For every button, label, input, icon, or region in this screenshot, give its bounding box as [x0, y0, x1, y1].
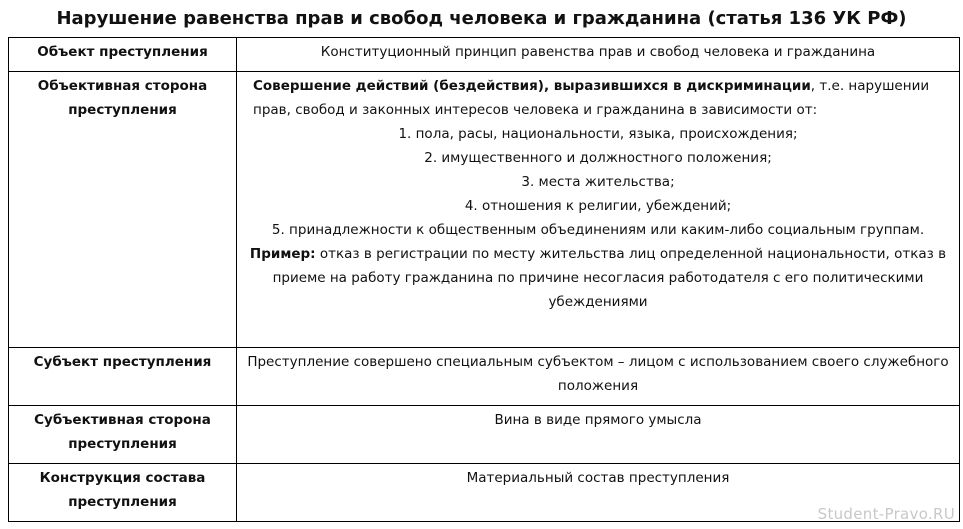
- watermark: Student-Pravo.RU: [817, 505, 955, 523]
- table-row: [9, 348, 960, 406]
- row-label-construction: Конструкция состава преступления: [9, 464, 237, 522]
- row-label-subject: Субъект преступления: [9, 348, 237, 406]
- intro-bold-text: Совершение действий (бездействия), выразившихся в дискриминации: [253, 78, 811, 94]
- intro-rest-text: , т.е. нарушении прав, свобод и законных интересов человека и гражданина в зависимости от:: [253, 78, 930, 118]
- list-item: 2. имущественного и должностного положения;: [424, 150, 772, 166]
- list-item: 1. пола, расы, национальности, языка, происхождения;: [398, 126, 798, 142]
- row-value-subjective-side: Вина в виде прямого умысла: [237, 406, 960, 464]
- example-label: Пример:: [249, 246, 316, 262]
- table-row: [9, 406, 960, 464]
- list-item: 3. места жительства;: [521, 174, 675, 190]
- row-value-objective-side: [237, 72, 960, 348]
- example-paragraph: [243, 242, 953, 314]
- row-label-objective-side: Объективная сторона преступления: [9, 72, 237, 348]
- table-row: [9, 38, 960, 72]
- row-value-object: Конституционный принцип равенства прав и свобод человека и гражданина: [237, 38, 960, 72]
- crime-table: [8, 37, 960, 522]
- objective-intro: [243, 74, 953, 122]
- page-title: Нарушение равенства прав и свобод человека и гражданина (статья 136 УК РФ): [56, 8, 907, 29]
- example-text: отказ в регистрации по месту жительства лиц определенной национальности, отказ в приеме на работу гражданина по причине несогласия работодателя с его политическими убеждениями: [272, 246, 947, 310]
- discrimination-grounds-list: [243, 122, 953, 242]
- row-label-object: Объект преступления: [9, 38, 237, 72]
- row-value-subject: Преступление совершено специальным субъектом – лицом с использованием своего служебного положения: [237, 348, 960, 406]
- row-label-subjective-side: Субъективная сторона преступления: [9, 406, 237, 464]
- table-row: [9, 72, 960, 348]
- list-item: 4. отношения к религии, убеждений;: [464, 198, 732, 214]
- list-item: 5. принадлежности к общественным объединениям или каким-либо социальным группам.: [271, 222, 925, 238]
- row-value-construction: Материальный состав преступления: [237, 464, 960, 522]
